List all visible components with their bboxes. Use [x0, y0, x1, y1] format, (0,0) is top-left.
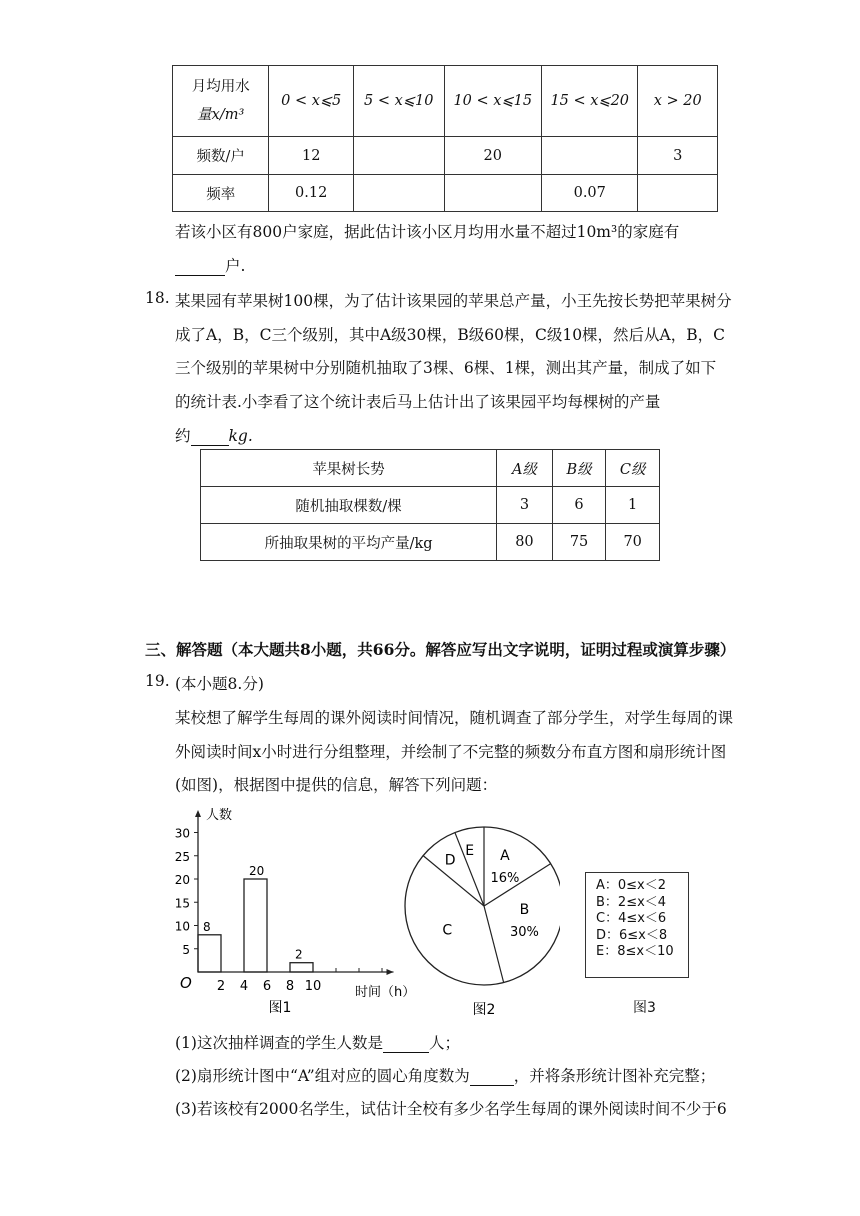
q18-text-line: 三个级别的苹果树中分别随机抽取了3棵、6棵、1棵，测出其产量，制成了如下	[175, 359, 717, 377]
chart-caption: 图2	[472, 1002, 496, 1018]
x-tick-label: 10	[304, 979, 322, 994]
x-axis-label: 时间（h）	[355, 985, 415, 1000]
section-title: 三、解答题（本大题共8小题，共66分。解答应写出文字说明，证明过程或演算步骤）	[145, 640, 736, 659]
table1-header-line2: 量x/m³	[197, 107, 245, 123]
table1-cell: 0.12	[269, 175, 354, 212]
table-row	[173, 175, 718, 212]
x-tick-label: 4	[239, 979, 249, 994]
table2-header-cell: C级	[606, 450, 660, 487]
table1-cell: 频率	[173, 175, 269, 212]
q18-prefix: 约	[175, 427, 191, 445]
table2-header-cell: A级	[497, 450, 553, 487]
q19-sub1-prefix: (1)这次抽样调查的学生人数是	[175, 1034, 383, 1052]
q19-text-line: (如图)，根据图中提供的信息，解答下列问题：	[175, 776, 498, 794]
table1-cell: 频数/户	[173, 137, 269, 175]
table-row	[173, 137, 718, 175]
q19-text-line: 某校想了解学生每周的课外阅读时间情况，随机调查了部分学生，对学生每周的课	[175, 709, 734, 727]
pie-percent-label: 16%	[490, 870, 520, 886]
pie-slice-label: E	[465, 843, 475, 860]
pie-percent-label: 30%	[509, 924, 539, 940]
legend-item: C：4≤x＜6	[596, 911, 667, 926]
table1-cell: 20	[444, 137, 541, 175]
bar-value-label: 2	[295, 947, 303, 962]
x-tick-label: 6	[262, 979, 272, 994]
table2-cell: 3	[497, 487, 553, 524]
q19-sub1-suffix: 人；	[428, 1034, 460, 1052]
legend-item: D：6≤x＜8	[596, 927, 668, 943]
answer-blank	[191, 427, 229, 446]
table2-cell: 随机抽取棵数/棵	[201, 487, 497, 524]
table1-cell: 12	[269, 137, 354, 175]
pie-slice-label: D	[444, 852, 456, 869]
histogram-bar	[244, 879, 267, 972]
pie-chart	[398, 818, 560, 1023]
pie-outline	[405, 827, 560, 985]
histogram-plot	[175, 807, 415, 1000]
table1-header-cell: 0 < x⩽5	[269, 66, 354, 137]
bar-value-label: 8	[203, 919, 211, 934]
bar-value-label: 20	[249, 864, 265, 878]
table2-header-cell: 苹果树长势	[201, 450, 497, 487]
q19-sub2	[175, 1064, 715, 1086]
apple-tree-table	[200, 449, 660, 561]
table1-header-line1: 月均用水	[191, 79, 250, 95]
table2-cell: 所抽取果树的平均产量/kg	[201, 524, 497, 561]
table1-cell	[638, 175, 718, 212]
q18-answer-line	[175, 424, 253, 446]
legend-item: B：2≤x＜4	[596, 894, 667, 910]
histogram-chart	[165, 800, 415, 1025]
answer-blank	[470, 1067, 514, 1086]
table1-cell	[353, 175, 444, 212]
table1-cell: 0.07	[542, 175, 638, 212]
question-number: 19.	[145, 672, 170, 690]
q19-points: (本小题8.分)	[175, 675, 264, 693]
pie-slice-label: B	[519, 901, 530, 918]
y-tick-label: 5	[182, 942, 190, 957]
pie-slice-label: C	[442, 922, 453, 939]
q18-suffix: kg.	[228, 427, 253, 445]
chart-caption: 图3	[633, 1000, 656, 1016]
legend-item: E：8≤x＜10	[596, 944, 674, 959]
histogram-bar	[198, 935, 221, 972]
pie-slice-boundary	[484, 906, 504, 983]
pie-slice-label: A	[500, 847, 510, 864]
legend-item: A：0≤x＜2	[596, 878, 667, 893]
y-axis-arrow	[195, 810, 201, 817]
x-tick-label: 2	[216, 979, 226, 994]
y-tick-label: 30	[174, 826, 190, 841]
water-usage-table	[172, 65, 718, 212]
q17-suffix: 户.	[225, 257, 246, 275]
q19-sub1	[175, 1031, 460, 1053]
q19-sub2-prefix: (2)扇形统计图中“A”组对应的圆心角度数为	[175, 1067, 470, 1085]
y-tick-label: 10	[174, 919, 190, 934]
table1-cell	[542, 137, 638, 175]
table1-header-cell	[173, 66, 269, 137]
table2-cell: 70	[606, 524, 660, 561]
table1-cell	[353, 137, 444, 175]
q18-text-line: 成了A，B，C三个级别，其中A级30棵，B级60棵，C级10棵，然后从A，B，C	[175, 326, 726, 344]
table2-cell: 1	[606, 487, 660, 524]
x-tick-label: 8	[285, 979, 295, 994]
group-legend-box	[585, 872, 689, 978]
answer-blank	[175, 257, 225, 276]
q18-text-line: 某果园有苹果树100棵，为了估计该果园的苹果总产量，小王先按长势把苹果树分	[175, 292, 732, 310]
y-tick-label: 25	[174, 849, 190, 864]
table-row	[201, 487, 660, 524]
origin-label: O	[180, 974, 192, 992]
table1-header-cell: 15 < x⩽20	[542, 66, 638, 137]
table2-cell: 6	[552, 487, 606, 524]
table-row	[201, 524, 660, 561]
x-axis-arrow	[387, 969, 394, 975]
table1-header-cell: 10 < x⩽15	[444, 66, 541, 137]
q17-answer-line	[175, 254, 245, 276]
question-number: 18.	[145, 289, 170, 307]
table2-header-cell: B级	[552, 450, 606, 487]
table2-cell: 80	[497, 524, 553, 561]
table1-header-cell: 5 < x⩽10	[353, 66, 444, 137]
q19-text-line: 外阅读时间x小时进行分组整理，并绘制了不完整的频数分布直方图和扇形统计图	[175, 743, 727, 761]
q17-estimate-text: 若该小区有800户家庭，据此估计该小区月均用水量不超过10m³的家庭有	[175, 223, 680, 241]
table1-cell	[444, 175, 541, 212]
q19-sub3: (3)若该校有2000名学生，试估计全校有多少名学生每周的课外阅读时间不少于6	[175, 1100, 727, 1118]
q19-sub2-suffix: ，并将条形统计图补充完整；	[513, 1067, 716, 1085]
y-axis-label: 人数	[206, 808, 233, 823]
answer-blank	[383, 1034, 429, 1053]
table2-cell: 75	[552, 524, 606, 561]
y-tick-label: 15	[174, 896, 190, 911]
table1-cell: 3	[638, 137, 718, 175]
y-tick-label: 20	[174, 873, 190, 887]
histogram-bar	[290, 963, 313, 972]
q18-text-line: 的统计表.小李看了这个统计表后马上估计出了该果园平均每棵树的产量	[175, 393, 661, 411]
table1-header-cell: x > 20	[638, 66, 718, 137]
pie-plot	[405, 827, 560, 985]
chart-caption: 图1	[268, 1000, 292, 1016]
